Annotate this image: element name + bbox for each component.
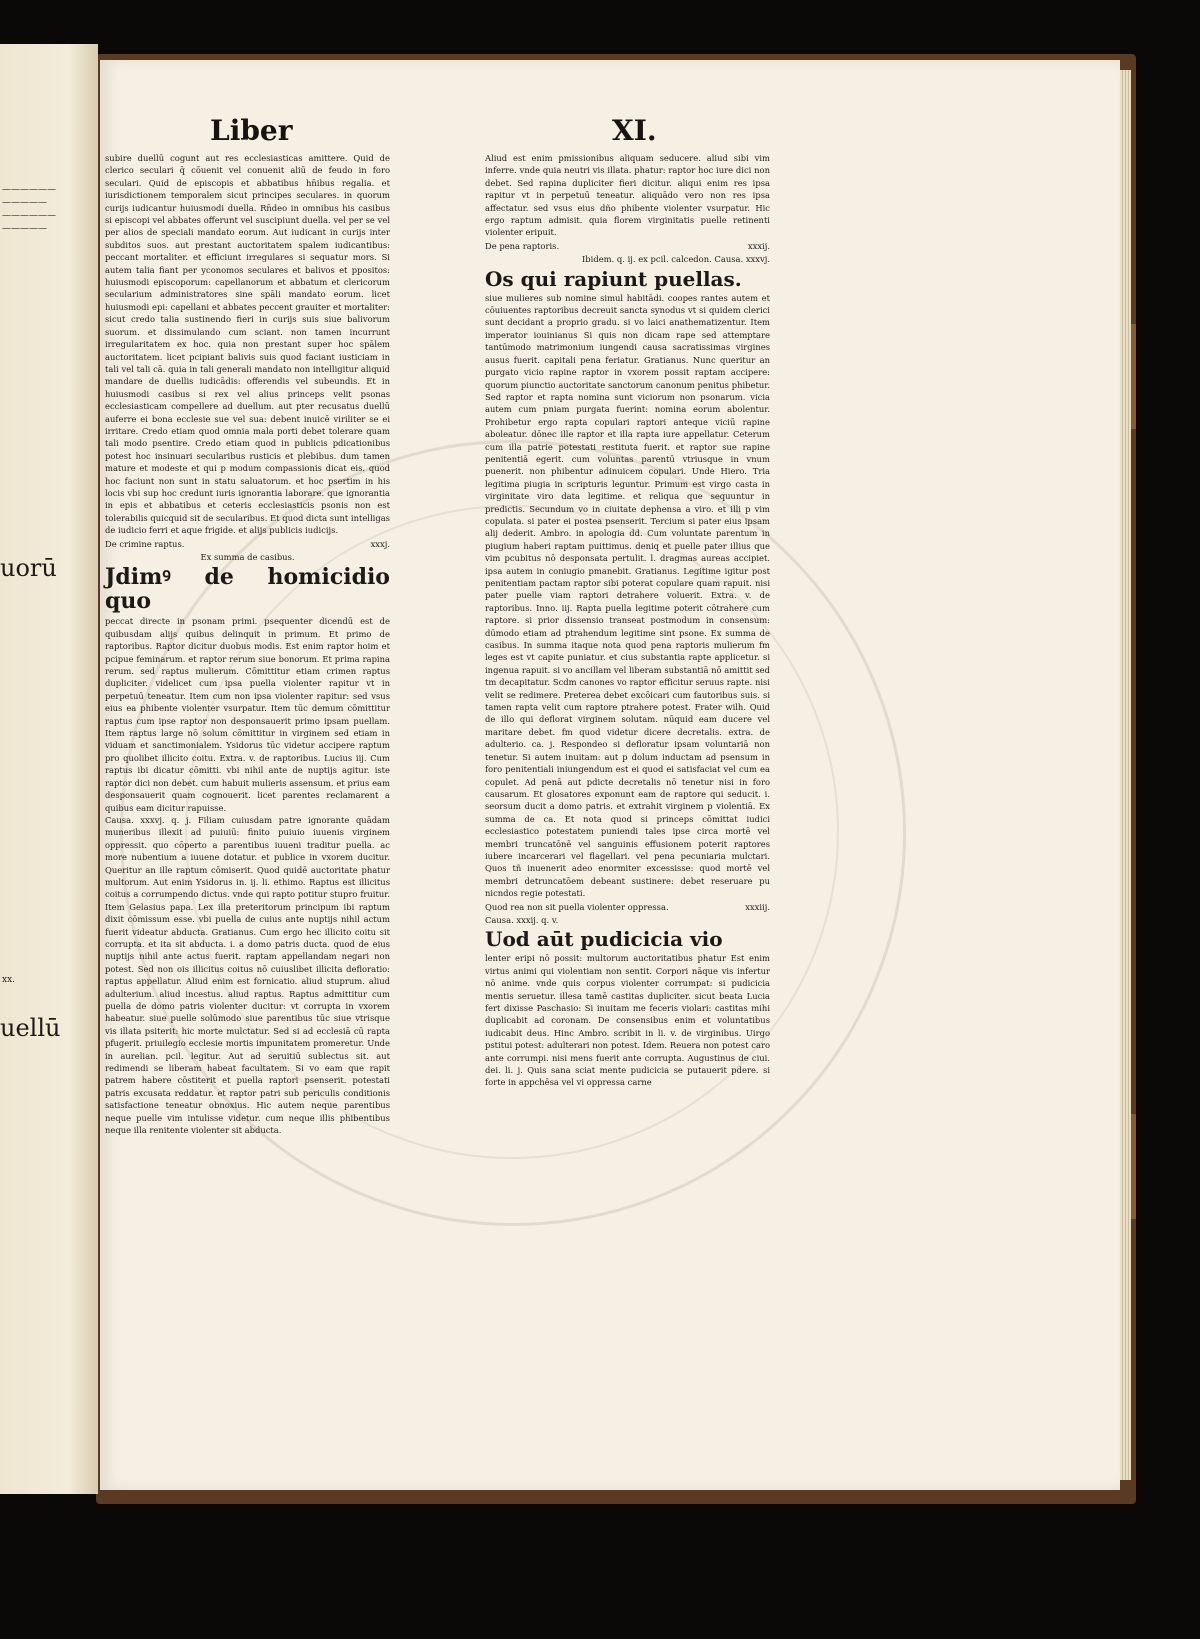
rubric: De crimine raptus. xxxj. xyxy=(105,538,390,549)
section-heading: Os qui rapiunt puellas. xyxy=(485,266,742,291)
section-heading: Uod aūt pudicicia vio xyxy=(485,927,723,952)
paragraph: siue mulieres sub nomine simul habitādi. coopes rantes autem et cōuiuentes raptoribus decreuit sancta synodus vt si quidem clerici sunt decidant a proprio gradu. si vo laici anathematizentur. Item imperator iouinianus Si quis non dicam rape sed attemptare tantūmodo matrimonium iungendi causa sacratissimas virgines ausus fuerit. capitali pena feriatur. Gratianus. Nunc queritur an purgato vicio rapine raptor in vxorem possit raptam accipere: quorum piunctio auctoritate sanctorum canonum penitus phibetur. Sed raptor et rapta nomina sunt viciorum non psonarum. vicia autem cum pniam purgata fuerint: nomina eorum abolentur. Prohibetur ergo rapta copulari raptori anteque viciū rapine aboleatur. dōnec ille raptor et illa rapta iure appellatur. Ceterum cum illa patrie potestati restituta fuerit. et raptor sue rapine penitentiā egerit. cum voluntas parentū vtriusque in vnum puenerit. non phibentur adinuicem copulari. Unde Hiero. Tria legitima piugia in scripturis leguntur. Primum est virgo casta in virginitate viro data legitime. et reliqua que sequuntur in predictis. Secundum vo in ciuitate dephensa a viro. et illi p vim copulata. si pater ei postea psenserit. Tercium si pater eius ipsam alij dederit. Ambro. in apologia dd. Cum voluntate parentum in piugium haberi raptam puittimus. deniq et puelle pater illius que vim pcubitus nō desponsata pertulit. l. dragmas aureas accipiet. ipsa autem in coniugio pmanebit. Gratianus. Legitime igitur post penitentiam pactam raptor sibi poterat copulare quam rapuit. nisi pater puelle viam raptori detrahere voluerit. Extra. v. de raptoribus. Inno. iij. Rapta puella legitime poterit cōtrahere cum raptore. si prior dissensio transeat postmodum in consensum: dūmodo etiam ad ptrahendum legitime sint psone. Ex summa de casibus. In summa itaque nota quod pena raptoris mulierum fm leges est vt capite puniatur. et cius substantia rapte applicetur. si ingenua rapuit. si vo ancillam vel liberam substantiā nō amittit sed tm decapitatur. Scdm canones vo raptor efficitur seruus rapte. nisi velit se redimere. Preterea debet excōicari cum fautoribus suis. si tamen rapta velit cum raptore ptrahere potest. Frater wilh. Quid de illo qui deflorat virginem solutam. nūquid eam ducere vel maritare debet. fm quod videtur dicere decretalis. extra. de adulterio. ca. j. Respondeo si defloratur ipsam voluntariā non tenetur. Si autem inuitam: aut p dolum inductam ad psensum in foro penitentiali iniungendum est ei quod ei satisfaciat vel cum ea copulet. Ad penā aut pdicte decretalis nō tenetur nisi in foro causarum. Et glosatores exponunt eam de raptore qui seducit. i. seorsum ducit a domo patris. et extrahit virginem p violentiā. Ex summa de ca. Et nota quod si princeps cōmittat iudici ecclesiastico potestatem puniendi tales ipse circa mortē vel membri truncatōnē vel sanguinis effusionem poterit raptores iubere incarcerari vel flagellari. vel pena pecuniaria mulctari. Quos tñ inuenerit adeo enormiter excessisse: quod mortē vel membri detruncatōem debeant sustinere: debet reseruare pu nicndos regie potestati. xyxy=(485,292,770,899)
paragraph: subire duellū cogunt aut res ecclesiasticas amittere. Quid de clerico seculari q̄ cōuenit vel conuenit aliū de feudo in foro seculari. Quid de episcopis et abbatibus hn̄ibus regalia. et iurisdictionem temporalem sicut principes seculares. in quorum curijs iudicantur huiusmodi duella. Rn̄deo in omnibus his casibus si episcopi vel abbates offerunt vel suscipiunt duella. vel per se vel per alios de speciali mandato eorum. Aut iudicant in curijs inter subditos suos. aut prestant auctoritatem spalem iudicantibus: peccant mortaliter. et efficiunt irregulares si sequatur mors. Si autem talia fiant per yconomos seculares et balivos et ppositos: huiusmodi episcoporum: capellanorum et abbatum et clericorum secularium administratores sine spāli mandato eorum. licet huiusmodi epi: capellani et abbates peccent grauiter et mortaliter: sicut credo talia sustinendo fieri in curijs suis siue balivorum suorum. et dissimulando cum sciant. non tamen incurrunt irregularitatem ex hoc. quia non prestant super hoc spālem auctoritatem. licet pcipiant balivis suis quod faciant iusticiam in tali vel tali cā. quia in tali generali mandato non intelligitur aliquid mandare de duellis iudicādis: offerendis vel subeundis. Et in huiusmodi casibus si rex vel alius princeps velit psonas ecclesiasticam compellere ad duellum. aut pter recusatus duellū auferre ei bona ecclesie sue vel sua: debent inuicē viriliter se ei irritare. Credo etiam quod omnia mala porti debet tolerare quam tali modo psentire. Credo etiam quod in publicis pdicationibus potest hoc insinuari secularibus rusticis et plebibus. dum tamen mature et modeste et qui p modum compassionis dicat eis. quod hoc faciunt non sunt in statu saluatorum. et hoc psertim in his locis vbi sup hoc credunt iuris ignorantia laborare. que ignorantia in epis et abbatibus et ceteris ecclesiasticis psonis non est tolerabilis quicquid sit de secularibus. Et quod dicta sunt intelligas de iudicio ferri et aque frigide. et alijs publicis iudicijs. xyxy=(105,153,390,536)
rubric: De pena raptoris. xxxij. xyxy=(485,240,770,251)
rubric-source: Ex summa de casibus. xyxy=(200,552,295,562)
left-page-edge xyxy=(0,44,98,1494)
paragraph: Aliud est enim pmissionibus aliquam seducere. aliud sibi vim inferre. vnde quia neutri vis illata. phatur: raptor hoc iure dici non debet. Sed rapina dupliciter fieri dicitur. aliqui enim res ipsa rapitur vt in perpetuū teneatur. aliquādo vero non res ipsa affectatur. sed vsus eius dño phibente violenter vsurpatur. Hic ergo raptum admisit. quia florem virginitatis puelle retinenti violenter eripuit. xyxy=(485,153,770,238)
paragraph: lenter eripi nō possit: multorum auctoritatibus phatur Est enim virtus animi qui violentiam non sentit. Corpori nāque vis infertur nō anime. vnde quis corpus violenter corrumpat: si pudicicia mentis seruetur. illesa tamē castitas dupliciter. sicut beata Lucia fert dixisse Paschasio: Si inuitam me feceris violari: castitas mihi duplicabit ad coronam. De consensibus enim et voluntatibus iudicabit deus. Hinc Ambro. scribit in li. v. de virginibus. Uirgo pstitui potest: adulterari non potest. Idem. Reuera non potest caro ante corrumpi. nisi mens fuerit ante corrupta. Augustinus de ciui. dei. li. j. Quis sana sciat mente pudicicia se putauerit pdere. si forte in appchēsa vel vi oppressa carne xyxy=(485,953,770,1088)
paragraph: Causa. xxxvj. q. j. Filiam cuiusdam patre ignorante quādam muneribus illexit ad puiuiū: finito puiuio iuuenis virginem oppressit. quo cōperto a parentibus iuueni traditur puella. ac more nubentium a iuuene dotatur. et publice in vxorem ducitur. Queritur an ille raptum cōmiserit. Quod quidē auctoritate phatur multorum. Aut enim Ysidorus in. ij. li. ethimo. Raptus est illicitus coitus a corrumpendo dictus. vnde qui rapto potitur stupro fruitur. Item Gelasius papa. Lex illa preteritorum principum ibi raptum dixit cōmissum esse. vbi puella de cuius ante nuptijs nihil actum fuerit videatur abducta. Gratianus. Cum ergo hec illicito coitu sit corrupta. et ita sit abducta. i. a domo patris ducta. quod de eius nuptijs nihil ante actus fuerit. raptam appellandam negari non potest. Sed non ois illicitus coitus nō cuiuslibet illicita defloratio: raptus appellatur. Aliud enim est fornicatio. aliud stuprum. aliud adulterium. aliud incestus. aliud raptus. Raptus admittitur cum puella de domo patris violenter ducitur: vt corrupta in vxorem habeatur. siue puelle solūmodo siue parentibus tūc siue vtrisque vis illata psiterit: hic morte mulctatur. Sed si ad ecclesiā cū rapta pfugerit. priuilegio ecclesie mortis impunitatem promeretur. Unde in aurelian. pcil. legitur. Aut ad seruitiū sublectus sit. aut redimendi se liberam habeat facultatem. Si vo eam que rapit patrem habere cōstiterit et puella raptori psenserit. potestati patris excusata reddatur. et raptor patri sub periculis conditionis satisfactione teneatur obnoxius. Hic autem neque parentibus neque puelle vim intulisse videtur. cum neque illis phibentibus neque illa renitente violenter sit abducta. xyxy=(105,814,390,1136)
rubric-source: Ibidem. q. ij. ex pcil. calcedon. Causa. xxxvj. xyxy=(582,254,770,265)
running-head-liber: Liber xyxy=(210,114,293,147)
rubric-source: Causa. xxxij. q. v. xyxy=(485,914,559,925)
section-heading: Jdimꝰ de homicidio quo xyxy=(105,564,390,615)
left-mark: xx. xyxy=(2,975,16,985)
paragraph: peccat directe in psonam primi. psequenter dicendū est de quibusdam alijs quibus delinquit in primum. Et primo de raptoribus. Raptor dicitur duobus modis. Est enim raptor hoim et pcipue feminarum. et raptor rerum siue bonorum. Et prima rapina rerum. sed raptus mulierum. Cōmittitur etiam crimen raptus dupliciter. videlicet cum ipsa puella violenter rapitur vt in perpetuū teneatur. Item cum non ipsa violenter rapitur: sed vsus eius ea phibente violenter vsurpatur. Item tūc demum cōmittitur raptus cum ipse raptor non desponsauerit primo ipsam puellam. Item raptus large nō solum cōmittitur in virginem sed etiam in viduam et sanctimonialem. Ysidorus tūc videtur accipere raptum pro quolibet illicito coitu. Extra. v. de raptoribus. Lucius iij. Cum raptus ibi dicatur cōmitti. vbi nihil ante de nuptijs agitur. iste raptor dici non debet. cum habuit mulieris assensum. et prius eam desponsauerit quam cognouerit. licet parentes reclamarent a quibus eam dicitur rapuisse. xyxy=(105,616,390,813)
left-text-fragment-1: —————— ————— —————— ————— xyxy=(2,185,56,234)
running-head-folio: XI. xyxy=(612,114,657,147)
left-heading-2: uellū xyxy=(0,1014,61,1042)
chapter-number: xxxij. xyxy=(747,240,770,251)
chapter-number: xxxj. xyxy=(370,538,390,549)
chapter-number: xxxiij. xyxy=(745,901,770,912)
text-column-left xyxy=(105,152,390,1136)
rubric: Quod rea non sit puella violenter oppressa. xxxiij. xyxy=(485,901,770,912)
text-column-right xyxy=(485,152,770,1089)
left-heading-1: uorū xyxy=(0,554,57,582)
